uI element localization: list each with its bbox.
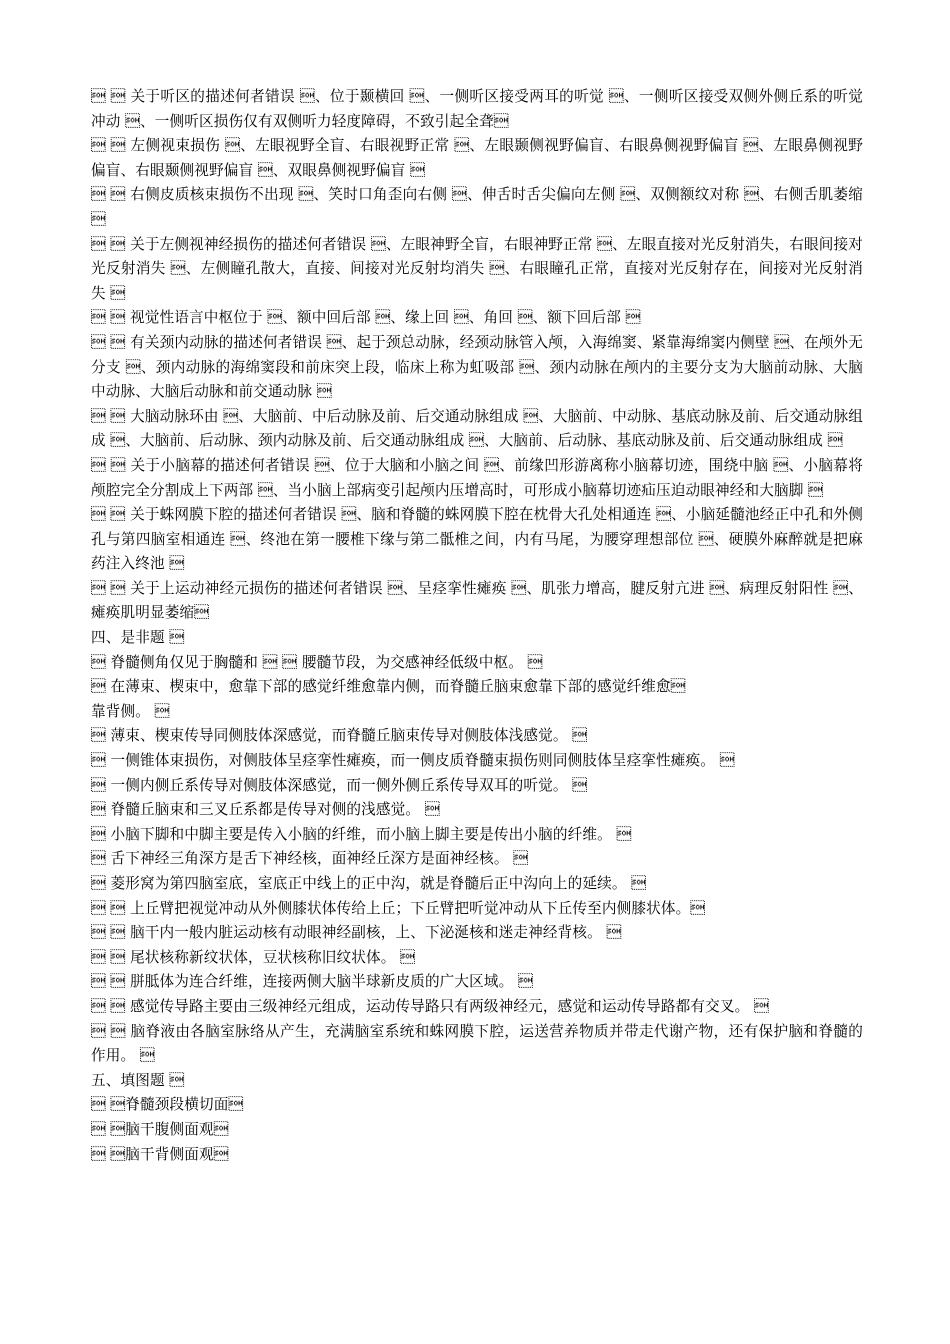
tf-item-9:  菱形窝为第四脑室底，室底正中线上的正中沟，就是脊髓后正中沟向上的延续。 	[91, 875, 647, 892]
tf-item-10:   上丘臂把视觉冲动从外侧膝状体传给上丘；下丘臂把听觉冲动从下丘传至内侧膝状体。	[91, 899, 706, 917]
tf-item-11:   脑干内一般内脏运动核有动眼神经副核，上、下泌涎核和迷走神经背核。 	[91, 924, 622, 942]
tf-item-13:   胼胝体为连合纤维，连接两侧大脑半球新皮质的广大区域。 	[91, 973, 533, 991]
tf-item-5:  一侧内侧丘系传导对侧肢体深感觉，而一侧外侧丘系传导双耳的听觉。 	[91, 776, 588, 794]
tf-item-7:  小脑下脚和中脚主要是传入小脑的纤维，而小脑上脚主要是传出小脑的纤维。 	[91, 825, 632, 843]
tf-item-2:  在薄束、楔束中，愈靠下部的感觉纤维愈靠内侧，而脊髓丘脑束愈靠下部的感觉纤维愈	[91, 678, 686, 696]
tf-item-6:  脊髓丘脑束和三叉丘系都是传导对侧的浅感觉。 	[91, 801, 440, 819]
tf-item-4:  一侧锥体束损伤，对侧肢体呈痉挛性瘫痪，而一侧皮质脊髓束损伤则同侧肢体呈痉挛性瘫痪。 	[91, 752, 735, 770]
tf-item-8:  舌下神经三角深方是舌下神经核，面神经丘深方是面神经核。 	[91, 850, 529, 868]
tf-item-12:   尾状核称新纹状体，豆状核称旧纹状体。 	[91, 948, 415, 966]
question-internal-carotid:   有关颈内动脉的描述何者错误 、起于颈总动脉，经颈动脉管入颅，入海绵窦、紧靠海绵窦内侧壁 、在颅外无分支 、颈内动脉的海绵窦段和前床突上段，临床上称为虹吸部 、颈内动脉在颅内的主要分支为大脑前动脉、大脑中动脉、大脑后动脉和前交通动脉 	[91, 333, 863, 401]
question-visual-language-center:   视觉性语言中枢位于 、额中回后部 、缘上回 、角回 、额下回后部 	[91, 309, 641, 327]
question-cerebral-arterial-circle:   大脑动脉环由 、大脑前、中后动脉及前、后交通动脉组成 、大脑前、中动脉、基底动脉及前、后交通动脉组成 、大脑前、后动脉、颈内动脉及前、后交通动脉组成 、大脑前、后动脉、基底动脉及前、后交通动脉组成 	[91, 407, 863, 450]
question-left-optic-nerve:   关于左侧视神经损伤的描述何者错误 、左眼神野全盲，右眼神野正常 、左眼直接对光反射消失，右眼间接对光反射消失 、左侧瞳孔散大，直接、间接对光反射均消失 、右眼瞳孔正常，直接对光反射存在，间接对光反射消失 	[91, 235, 863, 302]
diagram-item-spinal-cord:  脊髓颈段横切面	[91, 1096, 244, 1114]
tf-item-14:   感觉传导路主要由三级神经元组成，运动传导路只有两级神经元，感觉和运动传导路都有交叉。 	[91, 997, 769, 1015]
question-listening-area:   关于听区的描述何者错误 、位于颞横回 、一侧听区接受两耳的听觉 、一侧听区接受双侧外侧丘系的听觉冲动 、一侧听区损伤仅有双侧听力轻度障碍，不致引起全聋	[91, 88, 863, 130]
section-heading-true-false: 四、是非题 	[91, 629, 185, 647]
question-upper-motor-neuron:   关于上运动神经元损伤的描述何者错误 、呈痉挛性瘫痪 、肌张力增高，腱反射亢进 、病理反射阳性 、瘫痪肌明显萎缩	[91, 579, 863, 622]
tf-item-3:  薄束、楔束传导同侧肢体深感觉，而脊髓丘脑束传导对侧肢体浅感觉。 	[91, 727, 588, 745]
diagram-item-brainstem-ventral:  脑干腹侧面观	[91, 1120, 229, 1138]
question-subarachnoid-space:   关于蛛网膜下腔的描述何者错误 、脑和脊髓的蛛网膜下腔在枕骨大孔处相通连 、小脑延髓池经正中孔和外侧孔与第四脑室相通连 、终池在第一腰椎下缘与第二骶椎之间，内有马尾，为腰穿理想部位 、硬膜外麻醉就是把麻药注入终池 	[91, 506, 863, 573]
tf-item-15:   脑脊液由各脑室脉络从产生，充满脑室系统和蛛网膜下腔，运送营养物质并带走代谢产物，还有保护脑和脊髓的作用。 	[91, 1022, 863, 1065]
question-tentorium:   关于小脑幕的描述何者错误 、位于大脑和小脑之间 、前缘凹形游离称小脑幕切迹，围绕中脑 、小脑幕将颅腔完全分割成上下两部 、当小脑上部病变引起颅内压增高时，可形成小脑幕切迹疝压迫动眼神经和大脑脚 	[91, 456, 863, 499]
document-page	[91, 85, 863, 1167]
tf-item-1:  脊髓侧角仅见于胸髓和   腰髓节段，为交感神经低级中枢。 	[91, 653, 543, 671]
section-heading-fill-diagram: 五、填图题 	[91, 1071, 185, 1089]
tf-item-2-cont: 靠背侧。 	[91, 702, 170, 720]
question-right-corticonuclear-tract:   右侧皮质核束损伤不出现 、笑时口角歪向右侧 、伸舌时舌尖偏向左侧 、双侧额纹对称 、右侧舌肌萎缩 	[91, 186, 863, 228]
diagram-item-brainstem-dorsal:  脑干背侧面观	[91, 1145, 229, 1163]
question-left-optic-tract:   左侧视束损伤 、左眼视野全盲、右眼视野正常 、左眼颞侧视野偏盲、右眼鼻侧视野偏盲 、左眼鼻侧视野偏盲、右眼颞侧视野偏盲 、双眼鼻侧视野偏盲 	[91, 137, 863, 179]
